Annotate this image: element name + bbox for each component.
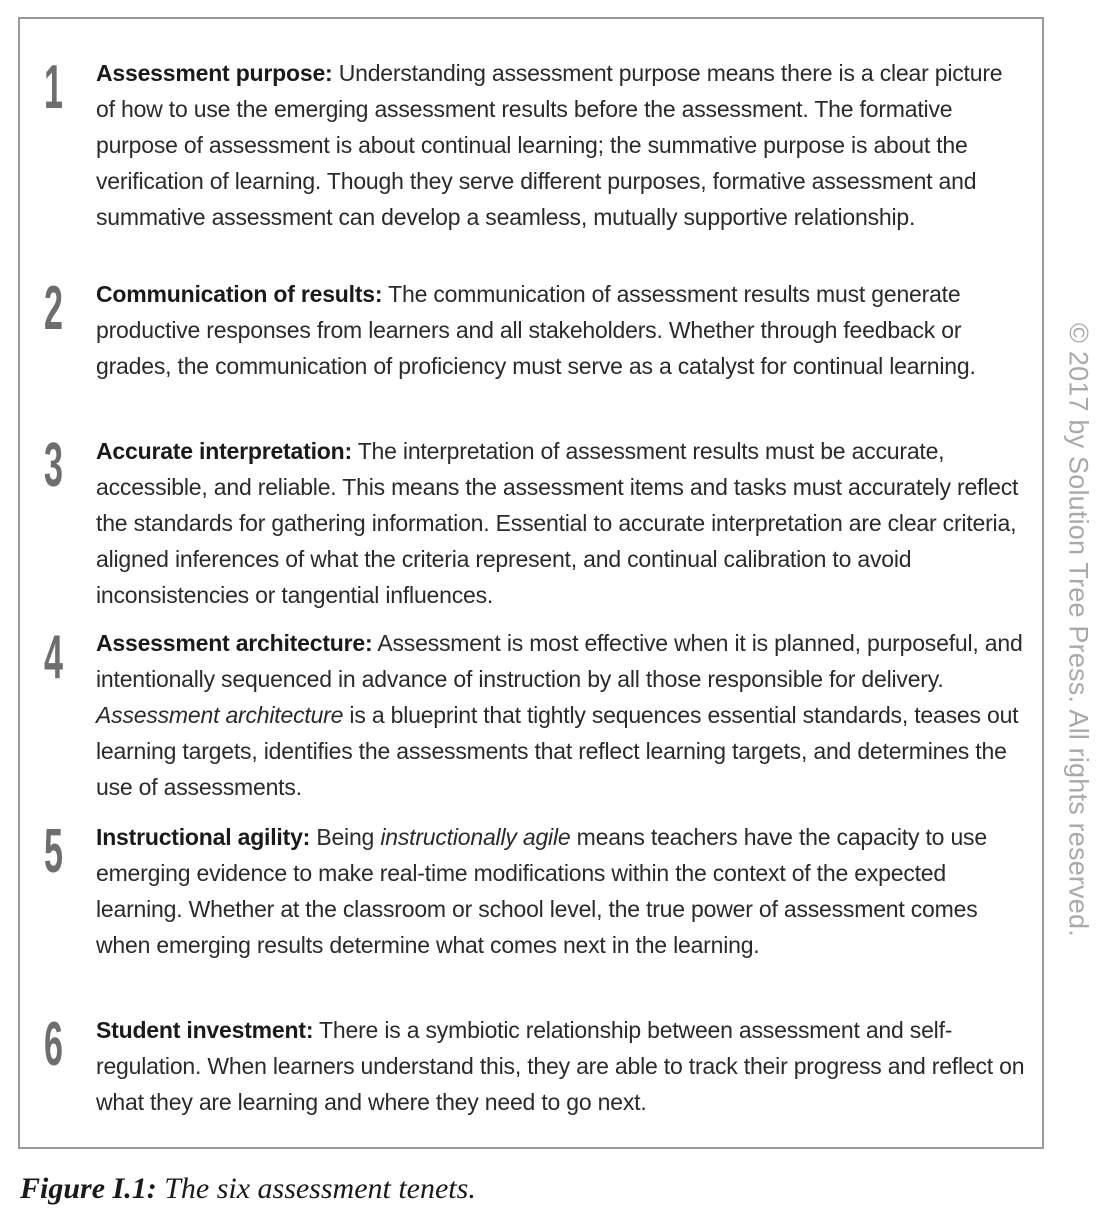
tenet-number: 2: [44, 274, 63, 343]
tenet-body: The communication of assessment results must generate productive responses from learners and all stakeholders. Whether through feedback or grades, the communication of proficiency must serve as a catalyst for continual learning.: [96, 281, 976, 379]
tenet-text: [96, 1012, 1026, 1120]
tenet-body: There is a symbiotic relationship between assessment and self-regulation. When learners understand this, they are able to track their progress and reflect on what they are learning and where they need to go next.: [96, 1017, 1025, 1115]
tenet-body: Understanding assessment purpose means there is a clear picture of how to use the emerging assessment results before the assessment. The formative purpose of assessment is about continual learning; the summative purpose is about the verification of learning. Though they serve different purposes, formative assessment and summative assessment can develop a seamless, mutually supportive relationship.: [96, 60, 1003, 230]
tenet-body: means teachers have the capacity to use emerging evidence to make real-time modifications within the context of the expected learning. Whether at the classroom or school level, the true power of assessment comes when emerging results determine what comes next in the learning.: [96, 824, 987, 958]
tenet-title: Student investment:: [96, 1017, 314, 1043]
tenet-title: Assessment architecture:: [96, 630, 373, 656]
tenet-title: Assessment purpose:: [96, 60, 333, 86]
tenets-box: [18, 17, 1044, 1149]
tenet-body: is a blueprint that tightly sequences essential standards, teases out learning targets, identifies the assessments that reflect learning targets, and determines the use of assessments.: [96, 702, 1019, 800]
tenet-title: Accurate interpretation:: [96, 438, 352, 464]
tenet-number: 5: [44, 817, 63, 886]
copyright-notice: © 2017 by Solution Tree Press. All rights reserved.: [1063, 323, 1094, 937]
figure-title: The six assessment tenets.: [156, 1172, 476, 1205]
tenet-text: [96, 625, 1026, 805]
figure-caption: [20, 1172, 476, 1206]
figure-label: Figure I.1:: [20, 1172, 157, 1205]
tenet-title: Communication of results:: [96, 281, 383, 307]
tenet-number: 4: [44, 623, 63, 692]
tenet-body: Assessment is most effective when it is planned, purposeful, and intentionally sequenced in advance of instruction by all those responsible for delivery.: [96, 630, 1023, 692]
tenet-body: The interpretation of assessment results must be accurate, accessible, and reliable. This means the assessment items and tasks must accurately reflect the standards for gathering information. Essential to accurate interpretation are clear criteria, aligned inferences of what the criteria represent, and continual calibration to avoid inconsistencies or tangential influences.: [96, 438, 1019, 608]
tenet-italic-term: Assessment architecture: [96, 702, 344, 728]
tenet-body: Being: [310, 824, 381, 850]
tenet-number: 3: [44, 431, 63, 500]
tenet-text: [96, 433, 1026, 613]
tenet-number: 1: [44, 53, 63, 122]
tenet-text: [96, 276, 1026, 384]
tenet-text: [96, 819, 1026, 963]
tenet-title: Instructional agility:: [96, 824, 311, 850]
tenet-italic-term: instructionally agile: [380, 824, 571, 850]
tenet-text: [96, 55, 1026, 235]
tenet-number: 6: [44, 1010, 63, 1079]
